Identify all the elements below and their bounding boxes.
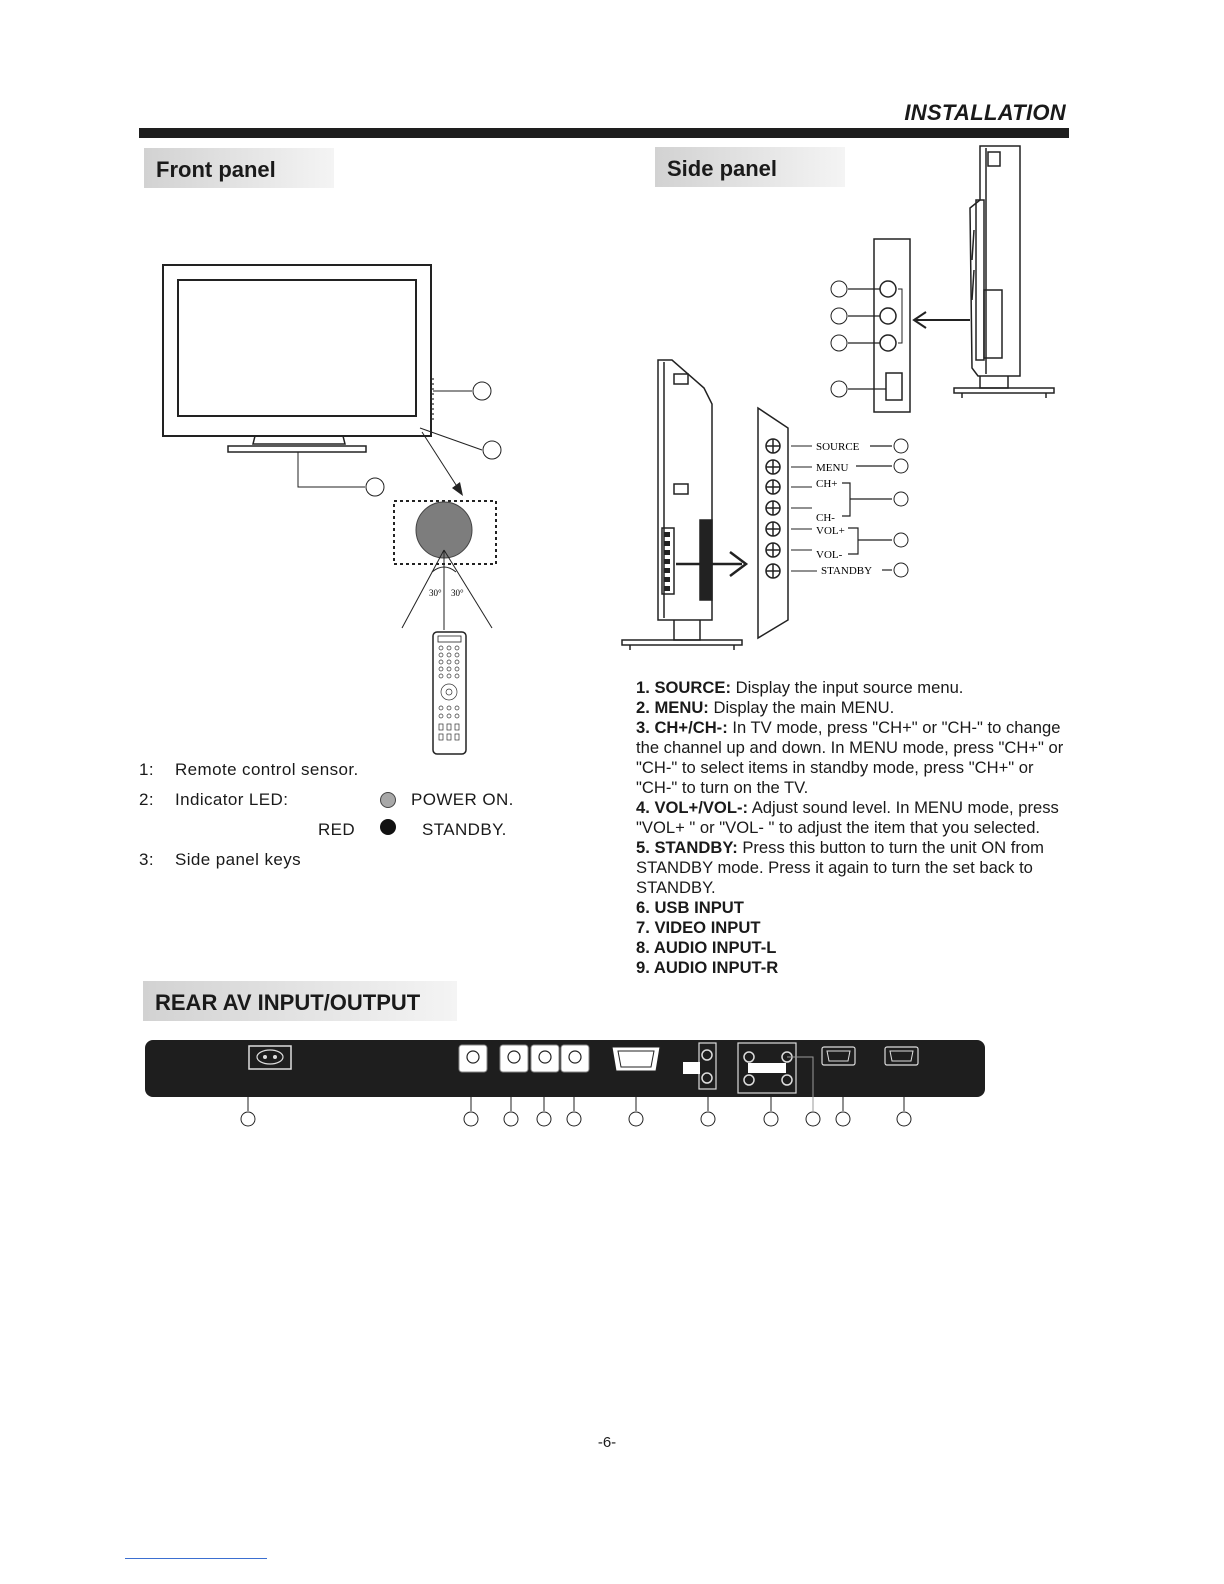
- tv-screen: [178, 280, 416, 416]
- rear-port-4: [561, 1045, 589, 1072]
- tv-stand: [228, 446, 366, 452]
- angle-right-label: 30°: [451, 588, 464, 598]
- rear-callout-7: [701, 1112, 715, 1126]
- led-power-on-label: POWER ON.: [411, 790, 514, 809]
- legend-text-2: Indicator LED:: [175, 790, 289, 809]
- legend-text-1: Remote control sensor.: [175, 760, 359, 779]
- legend-num-2: 2:: [139, 790, 154, 809]
- legend-num-3: 3:: [139, 850, 154, 869]
- rear-callout-2: [464, 1112, 478, 1126]
- page-header-title: INSTALLATION: [904, 100, 1066, 125]
- desc-volume: 4. VOL+/VOL-: Adjust sound level. In MENU mode, press "VOL+ " or "VOL- " to adjust the item that you selected.: [636, 798, 1059, 837]
- rear-callout-3: [504, 1112, 518, 1126]
- key-label-vol-plus: VOL+: [816, 525, 845, 537]
- key-label-ch-minus: CH-: [816, 512, 835, 524]
- desc-audio-input-l: 8. AUDIO INPUT-L: [636, 938, 777, 957]
- legend-num: 1:: [139, 760, 154, 779]
- angle-left-label: 30°: [429, 588, 442, 598]
- tv-frame: [163, 265, 431, 436]
- rear-callout-5: [567, 1112, 581, 1126]
- led-standby-label: STANDBY.: [422, 820, 507, 839]
- rear-callout-8: [764, 1112, 778, 1126]
- rear-port-3: [531, 1045, 559, 1072]
- desc-standby: 5. STANDBY: Press this button to turn the unit ON from STANDBY mode. Press it again to turn the set back to STANDBY.: [636, 838, 1044, 897]
- side-panel-descriptions: [636, 678, 1072, 978]
- legend-item-1: [139, 760, 154, 780]
- rear-port-2: [500, 1045, 528, 1072]
- desc-audio-input-r: 9. AUDIO INPUT-R: [636, 958, 779, 977]
- key-label-menu: MENU: [816, 462, 849, 474]
- desc-source: 1. SOURCE: Display the input source menu.: [636, 678, 964, 697]
- remote-sensor-lens: [416, 502, 472, 558]
- legend-text-3: Side panel keys: [175, 850, 302, 869]
- tv-side-view-upper: [954, 146, 1054, 398]
- rear-port-1: [459, 1045, 487, 1072]
- led-power-on-icon: [378, 790, 398, 810]
- key-label-vol-minus: VOL-: [816, 549, 843, 561]
- side-panel-heading: Side panel: [655, 147, 845, 187]
- rear-callout-9: [806, 1112, 820, 1126]
- footer-link-line: [125, 1558, 267, 1559]
- desc-usb-input: 6. USB INPUT: [636, 898, 744, 917]
- rear-callout-11: [897, 1112, 911, 1126]
- led-standby-icon: [377, 816, 399, 838]
- side-panel-diagram: [600, 140, 1070, 660]
- rear-panel-diagram: [140, 1035, 992, 1135]
- key-label-source: SOURCE: [816, 441, 860, 453]
- led-red-label: RED: [318, 820, 356, 839]
- key-label-standby: STANDBY: [821, 565, 873, 577]
- side-key-panel: [758, 408, 908, 638]
- tv-side-view-lower: [622, 360, 742, 650]
- rear-panel-heading: REAR AV INPUT/OUTPUT: [143, 981, 457, 1021]
- usb-av-panel-box: [831, 239, 970, 412]
- page-number: -6-: [597, 1434, 617, 1451]
- desc-channel: 3. CH+/CH-: In TV mode, press "CH+" or "CH-" to change the channel up and down. In MENU mode, press "CH+" or "CH-" to select items in standby mode, press "CH+" or "CH-" to turn on the TV.: [636, 718, 1064, 797]
- rear-callout-6: [629, 1112, 643, 1126]
- front-panel-heading: Front panel: [144, 148, 334, 188]
- callout-1-circle: [473, 382, 491, 400]
- remote-control-icon: [433, 632, 466, 754]
- rear-callout-4: [537, 1112, 551, 1126]
- vga-port: [612, 1047, 660, 1071]
- desc-menu: 2. MENU: Display the main MENU.: [636, 698, 895, 717]
- front-panel-diagram: [0, 0, 620, 780]
- key-label-ch-plus: CH+: [816, 478, 838, 490]
- callout-2-circle: [483, 441, 501, 459]
- rear-callout-10: [836, 1112, 850, 1126]
- desc-video-input: 7. VIDEO INPUT: [636, 918, 761, 937]
- callout-3-circle: [366, 478, 384, 496]
- rear-callout-1: [241, 1112, 255, 1126]
